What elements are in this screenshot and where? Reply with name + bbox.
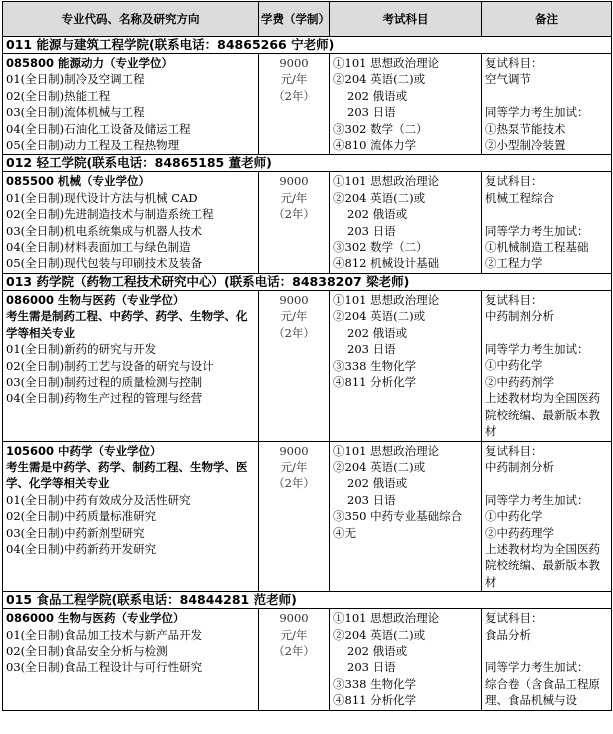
fee-cell xyxy=(259,290,330,441)
fee-line: 9000 xyxy=(279,174,309,189)
section-title: 013 药学院（药物工程技术研究中心）(联系电话：84838207 梁老师) xyxy=(3,273,612,290)
research-direction: 01(全日制)现代设计方法与机械 CAD xyxy=(6,190,198,205)
exam-subject: 202 俄语或 xyxy=(347,207,408,222)
fee-cell xyxy=(259,441,330,592)
note-line: 机械工程综合 xyxy=(485,190,554,205)
exam-subject: ③338 生物化学 xyxy=(333,676,417,691)
notes-cell xyxy=(482,441,612,592)
note-line: ①中药化学 xyxy=(485,509,543,524)
section-header-row xyxy=(3,37,612,54)
exam-subject: ④810 流体力学 xyxy=(333,138,417,153)
research-direction: 04(全日制)中药新药开发研究 xyxy=(6,541,157,556)
note-spacer xyxy=(485,88,608,104)
table-header-row xyxy=(3,2,612,37)
note-line: 复试科目： xyxy=(485,292,543,307)
note-line: 同等学力考生加试： xyxy=(485,223,589,238)
research-direction: 03(全日制)机电系统集成与机器人技术 xyxy=(6,223,203,238)
program-requirement: 考生需是制药工程、中药学、药学、生物学、化学等相关专业 xyxy=(6,309,248,340)
fee-line: （2年） xyxy=(273,207,315,222)
note-line: 中药制剂分析 xyxy=(485,459,554,474)
fee-line: 9000 xyxy=(279,56,309,70)
fee-line: 元/年 xyxy=(280,459,308,474)
program-code-name: 085500 机械（专业学位） xyxy=(6,174,151,189)
fee-line: 9000 xyxy=(279,292,309,307)
exam-subject: 202 俄语或 xyxy=(347,325,408,340)
section-header-row xyxy=(3,155,612,172)
fee-line: （2年） xyxy=(273,88,315,103)
admissions-table xyxy=(2,1,612,711)
note-line: ①机械制造工程基础 xyxy=(485,240,589,255)
fee-line: （2年） xyxy=(273,325,315,340)
program-row xyxy=(3,290,612,441)
exam-subject: ④811 分析化学 xyxy=(333,374,417,389)
exam-subject: ③350 中药专业基础综合 xyxy=(333,509,463,524)
exam-subject: ①101 思想政治理论 xyxy=(333,611,440,626)
header-exams: 考试科目 xyxy=(330,2,482,37)
fee-line: 元/年 xyxy=(280,190,308,205)
exam-subject: 202 俄语或 xyxy=(347,88,408,103)
exam-subject: ④812 机械设计基础 xyxy=(333,256,440,271)
exam-subject: ④无 xyxy=(333,525,356,540)
exam-cell xyxy=(330,172,482,273)
note-line: 综合卷（含食品工程原理、食品机械与设 xyxy=(485,676,600,708)
program-row xyxy=(3,609,612,710)
exam-subject: 203 日语 xyxy=(347,660,396,675)
note-line: ②中药药剂学 xyxy=(485,374,554,389)
notes-cell xyxy=(482,609,612,710)
exam-subject: ①101 思想政治理论 xyxy=(333,174,440,189)
research-direction: 02(全日制)热能工程 xyxy=(6,88,111,103)
note-line: 食品分析 xyxy=(485,627,531,642)
research-direction: 02(全日制)中药质量标准研究 xyxy=(6,509,157,524)
research-direction: 04(全日制)材料表面加工与绿色制造 xyxy=(6,240,191,255)
section-title: 011 能源与建筑工程学院(联系电话：84865266 宁老师) xyxy=(3,37,612,54)
exam-cell xyxy=(330,54,482,155)
section-title: 012 轻工学院(联系电话：84865185 董老师) xyxy=(3,155,612,172)
exam-subject: ①101 思想政治理论 xyxy=(333,56,440,70)
exam-subject: ②204 英语(二)或 xyxy=(333,72,426,87)
research-direction: 04(全日制)石油化工设备及储运工程 xyxy=(6,121,191,136)
note-line: ②工程力学 xyxy=(485,256,543,271)
table-body xyxy=(3,37,612,711)
notes-cell xyxy=(482,54,612,155)
fee-cell xyxy=(259,609,330,710)
exam-subject: ③338 生物化学 xyxy=(333,358,417,373)
research-direction: 05(全日制)现代包装与印刷技术及装备 xyxy=(6,256,203,271)
program-cell xyxy=(3,441,259,592)
exam-cell xyxy=(330,609,482,710)
fee-line: 元/年 xyxy=(280,72,308,87)
research-direction: 04(全日制)药物生产过程的管理与经营 xyxy=(6,391,203,406)
program-cell xyxy=(3,609,259,710)
exam-subject: ①101 思想政治理论 xyxy=(333,292,440,307)
research-direction: 03(全日制)食品工程设计与可行性研究 xyxy=(6,660,203,675)
exam-subject: ④811 分析化学 xyxy=(333,693,417,708)
research-direction: 02(全日制)制药工艺与设备的研究与设计 xyxy=(6,358,214,373)
program-code-name: 085800 能源动力（专业学位） xyxy=(6,56,174,70)
fee-line: 9000 xyxy=(279,443,309,458)
header-major: 专业代码、名称及研究方向 xyxy=(3,2,259,37)
fee-cell xyxy=(259,54,330,155)
exam-subject: 202 俄语或 xyxy=(347,643,408,658)
note-line: 同等学力考生加试： xyxy=(485,342,589,357)
program-row xyxy=(3,441,612,592)
exam-subject: 203 日语 xyxy=(347,342,396,357)
note-line: 空气调节 xyxy=(485,72,531,87)
exam-subject: ②204 英语(二)或 xyxy=(333,309,426,324)
note-line: 上述教材均为全国医药院校统编、最新版本教材 xyxy=(485,541,600,589)
exam-subject: ③302 数学（二） xyxy=(333,240,428,255)
fee-cell xyxy=(259,172,330,273)
research-direction: 05(全日制)动力工程及工程热物理 xyxy=(6,138,180,153)
program-cell xyxy=(3,172,259,273)
note-line: ①中药化学 xyxy=(485,358,543,373)
exam-subject: ②204 英语(二)或 xyxy=(333,459,426,474)
exam-subject: ②204 英语(二)或 xyxy=(333,627,426,642)
program-requirement: 考生需是中药学、药学、制药工程、生物学、医学、化学等相关专业 xyxy=(6,459,248,491)
exam-subject: 202 俄语或 xyxy=(347,476,408,491)
note-line: 中药制剂分析 xyxy=(485,309,554,324)
exam-subject: 203 日语 xyxy=(347,105,396,120)
program-code-name: 086000 生物与医药（专业学位） xyxy=(6,292,185,307)
exam-cell xyxy=(330,290,482,441)
section-header-row xyxy=(3,592,612,609)
research-direction: 03(全日制)流体机械与工程 xyxy=(6,105,145,120)
fee-line: 元/年 xyxy=(280,309,308,324)
exam-subject: 203 日语 xyxy=(347,492,396,507)
section-header-row xyxy=(3,273,612,290)
research-direction: 01(全日制)新药的研究与开发 xyxy=(6,342,157,357)
note-spacer xyxy=(485,325,608,341)
program-code-name: 086000 生物与医药（专业学位） xyxy=(6,611,185,626)
exam-subject: ②204 英语(二)或 xyxy=(333,190,426,205)
program-cell xyxy=(3,290,259,441)
program-code-name: 105600 中药学（专业学位） xyxy=(6,443,162,458)
note-line: 上述教材均为全国医药院校统编、最新版本教材 xyxy=(485,391,600,439)
notes-cell xyxy=(482,172,612,273)
note-line: 同等学力考生加试： xyxy=(485,660,589,675)
exam-subject: 203 日语 xyxy=(347,223,396,238)
note-line: 同等学力考生加试： xyxy=(485,105,589,120)
section-title: 015 食品工程学院(联系电话：84844281 范老师) xyxy=(3,592,612,609)
research-direction: 02(全日制)食品安全分析与检测 xyxy=(6,643,168,658)
note-line: ②小型制冷装置 xyxy=(485,138,566,153)
research-direction: 03(全日制)制药过程的质量检测与控制 xyxy=(6,374,203,389)
fee-line: 元/年 xyxy=(280,627,308,642)
program-row xyxy=(3,172,612,273)
notes-cell xyxy=(482,290,612,441)
program-cell xyxy=(3,54,259,155)
note-line: 复试科目： xyxy=(485,443,543,458)
note-line: 同等学力考生加试： xyxy=(485,492,589,507)
note-spacer xyxy=(485,643,608,659)
exam-cell xyxy=(330,441,482,592)
research-direction: 02(全日制)先进制造技术与制造系统工程 xyxy=(6,207,214,222)
research-direction: 01(全日制)制冷及空调工程 xyxy=(6,72,145,87)
note-line: 复试科目： xyxy=(485,174,543,189)
note-spacer xyxy=(485,206,608,222)
research-direction: 01(全日制)中药有效成分及活性研究 xyxy=(6,492,191,507)
note-line: 复试科目： xyxy=(485,611,543,626)
research-direction: 01(全日制)食品加工技术与新产品开发 xyxy=(6,627,203,642)
note-line: ②中药药理学 xyxy=(485,525,554,540)
note-spacer xyxy=(485,475,608,491)
exam-subject: ③302 数学（二） xyxy=(333,121,428,136)
note-line: ①热泵节能技术 xyxy=(485,121,566,136)
fee-line: （2年） xyxy=(273,476,315,491)
header-notes: 备注 xyxy=(482,2,612,37)
note-line: 复试科目： xyxy=(485,56,543,70)
fee-line: 9000 xyxy=(279,611,309,626)
research-direction: 03(全日制)中药新剂型研究 xyxy=(6,525,145,540)
header-fee: 学费（学制） xyxy=(259,2,330,37)
fee-line: （2年） xyxy=(273,643,315,658)
exam-subject: ①101 思想政治理论 xyxy=(333,443,440,458)
program-row xyxy=(3,54,612,155)
